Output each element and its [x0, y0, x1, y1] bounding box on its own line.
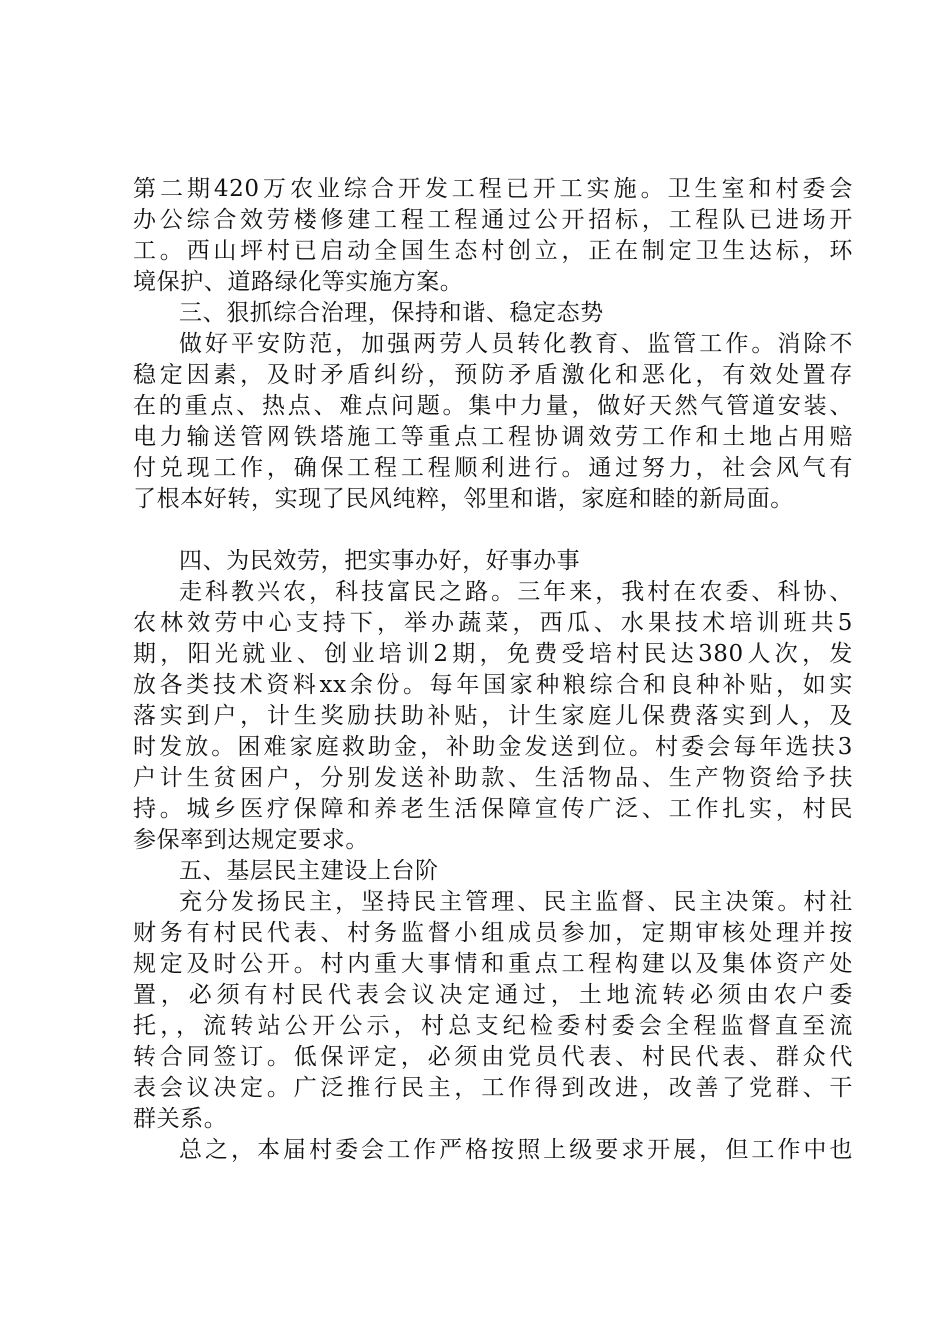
paragraph-line: 财务有村民代表、村务监督小组成员参加，定期审核处理并按: [133, 920, 853, 946]
paragraph-last-line: 参保率到达规定要求。: [133, 827, 369, 853]
paragraph-line: 在的重点、热点、难点问题。集中力量，做好天然气管道安装、: [133, 393, 853, 419]
paragraph-last-line: 群关系。: [133, 1106, 228, 1132]
paragraph-first-line: 总之，本届村委会工作严格按照上级要求开展，但工作中也: [179, 1137, 853, 1163]
paragraph-first-line: 做好平安防范，加强两劳人员转化教育、监管工作。消除不: [179, 331, 853, 357]
paragraph-line: 转合同签订。低保评定，必须由党员代表、村民代表、群众代: [133, 1044, 853, 1070]
paragraph-line: 时发放。困难家庭救助金，补助金发送到位。村委会每年选扶3: [133, 734, 853, 760]
paragraph-line: 农林效劳中心支持下，举办蔬菜，西瓜、水果技术培训班共5: [133, 610, 853, 636]
section-heading: 三、狠抓综合治理，保持和谐、稳定态势: [179, 300, 604, 326]
paragraph-line: 持。城乡医疗保障和养老生活保障宣传广泛、工作扎实，村民: [133, 796, 853, 822]
paragraph-line: 托，，流转站公开公示，村总支纪检委村委会全程监督直至流: [133, 1013, 853, 1039]
paragraph-line: 表会议决定。广泛推行民主，工作得到改进，改善了党群、干: [133, 1075, 853, 1101]
paragraph-first-line: 走科教兴农，科技富民之路。三年来，我村在农委、科协、: [179, 579, 853, 605]
paragraph-spacer: [133, 515, 853, 546]
paragraph-line: 付兑现工作，确保工程工程顺利进行。通过努力，社会风气有: [133, 455, 853, 481]
paragraph-line: 放各类技术资料xx余份。每年国家种粮综合和良种补贴，如实: [133, 672, 853, 698]
section-heading: 五、基层民主建设上台阶: [179, 858, 439, 884]
paragraph-last-line: 境保护、道路绿化等实施方案。: [133, 269, 464, 295]
paragraph-line: 落实到户，计生奖励扶助补贴，计生家庭儿保费落实到人，及: [133, 703, 853, 729]
paragraph-line: 稳定因素，及时矛盾纠纷，预防矛盾激化和恶化，有效处置存: [133, 362, 853, 388]
document-body: [133, 174, 853, 1166]
paragraph-first-line: 充分发扬民主，坚持民主管理、民主监督、民主决策。村社: [179, 889, 853, 915]
paragraph-line: 户计生贫困户，分别发送补助款、生活物品、生产物资给予扶: [133, 765, 853, 791]
paragraph-last-line: 了根本好转，实现了民风纯粹，邻里和谐，家庭和睦的新局面。: [133, 486, 794, 512]
paragraph-line: 置，必须有村民代表会议决定通过，土地流转必须由农户委: [133, 982, 853, 1008]
section-heading: 四、为民效劳，把实事办好，好事办事: [179, 548, 581, 574]
paragraph-line: 期，阳光就业、创业培训2期，免费受培村民达380人次，发: [133, 641, 853, 667]
paragraph-line: 电力输送管网铁塔施工等重点工程协调效劳工作和土地占用赔: [133, 424, 853, 450]
paragraph-line: 规定及时公开。村内重大事情和重点工程构建以及集体资产处: [133, 951, 853, 977]
paragraph-line: 第二期420万农业综合开发工程已开工实施。卫生室和村委会: [133, 176, 853, 202]
paragraph-line: 工。西山坪村已启动全国生态村创立，正在制定卫生达标，环: [133, 238, 853, 264]
paragraph-line: 办公综合效劳楼修建工程工程通过公开招标，工程队已进场开: [133, 207, 853, 233]
